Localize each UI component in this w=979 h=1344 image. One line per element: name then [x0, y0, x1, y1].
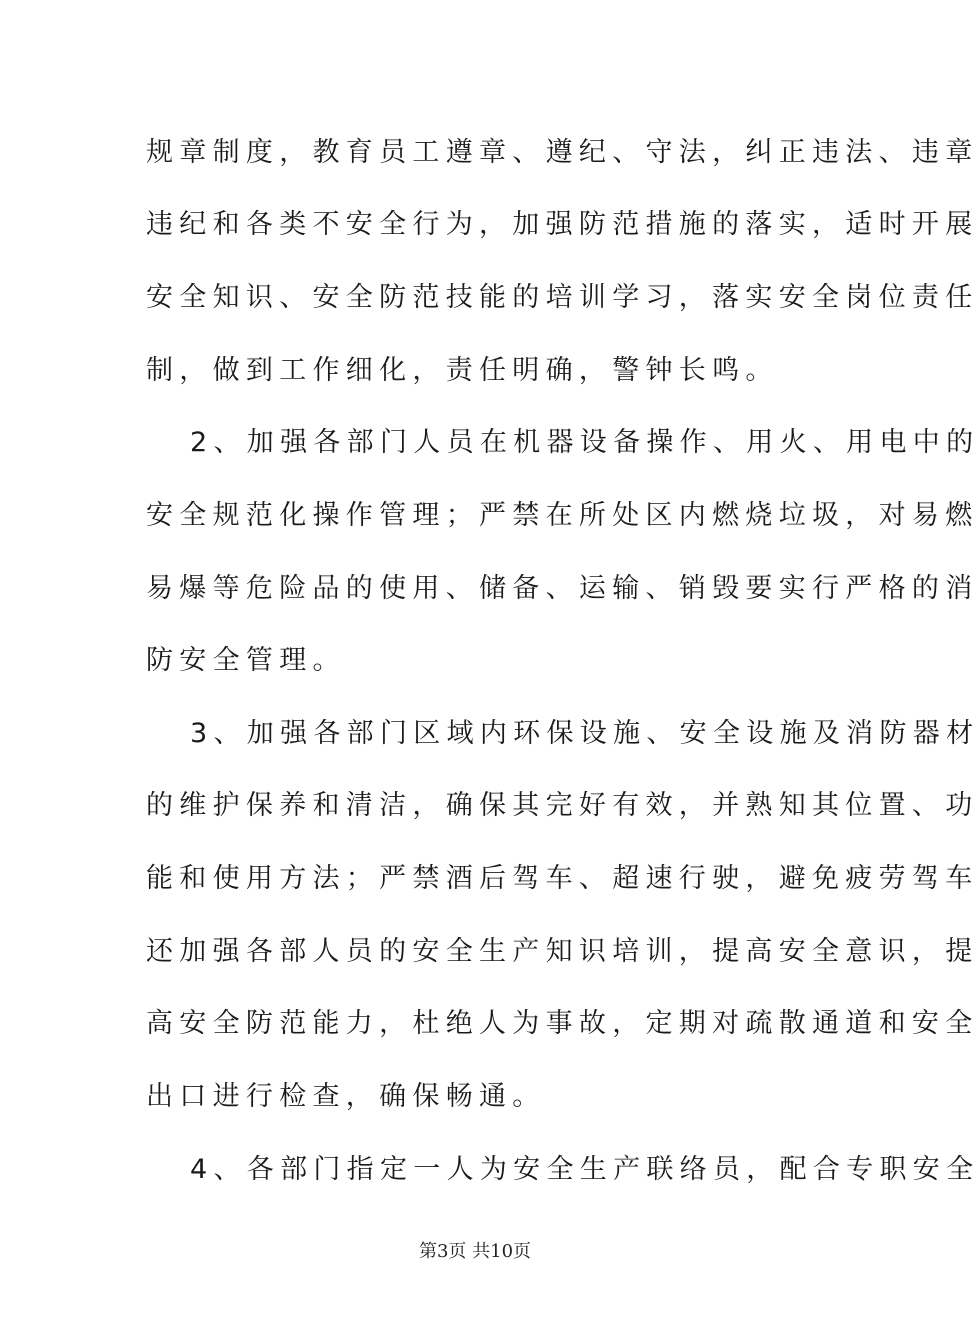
paragraph-start-line: 4、各部门指定一人为安全生产联络员，配合专职安全 — [190, 1154, 979, 1185]
text-line: 违纪和各类不安全行为，加强防范措施的落实，适时开展 — [146, 209, 979, 240]
text-line: 的维护保养和清洁，确保其完好有效，并熟知其位置、功 — [146, 790, 979, 821]
text-line: 安全规范化操作管理；严禁在所处区内燃烧垃圾，对易燃 — [146, 500, 979, 531]
text-line: 高安全防范能力，杜绝人为事故，定期对疏散通道和安全 — [146, 1008, 979, 1039]
text-line: 能和使用方法；严禁酒后驾车、超速行驶，避免疲劳驾车 — [146, 863, 979, 894]
text-line: 还加强各部人员的安全生产知识培训，提高安全意识，提 — [146, 936, 979, 967]
text-line: 防安全管理。 — [146, 645, 346, 676]
text-line: 制，做到工作细化，责任明确，警钟长鸣。 — [146, 355, 779, 386]
paragraph-start-line: 3、加强各部门区域内环保设施、安全设施及消防器材 — [190, 718, 979, 749]
text-line: 易爆等危险品的使用、储备、运输、销毁要实行严格的消 — [146, 573, 979, 604]
text-line: 规章制度，教育员工遵章、遵纪、守法，纠正违法、违章 — [146, 137, 979, 168]
page-number-footer: 第3页 共10页 — [418, 1241, 532, 1262]
text-line: 出口进行检查，确保畅通。 — [146, 1081, 546, 1112]
paragraph-start-line: 2、加强各部门人员在机器设备操作、用火、用电中的 — [190, 427, 979, 458]
text-line: 安全知识、安全防范技能的培训学习，落实安全岗位责任 — [146, 282, 979, 313]
